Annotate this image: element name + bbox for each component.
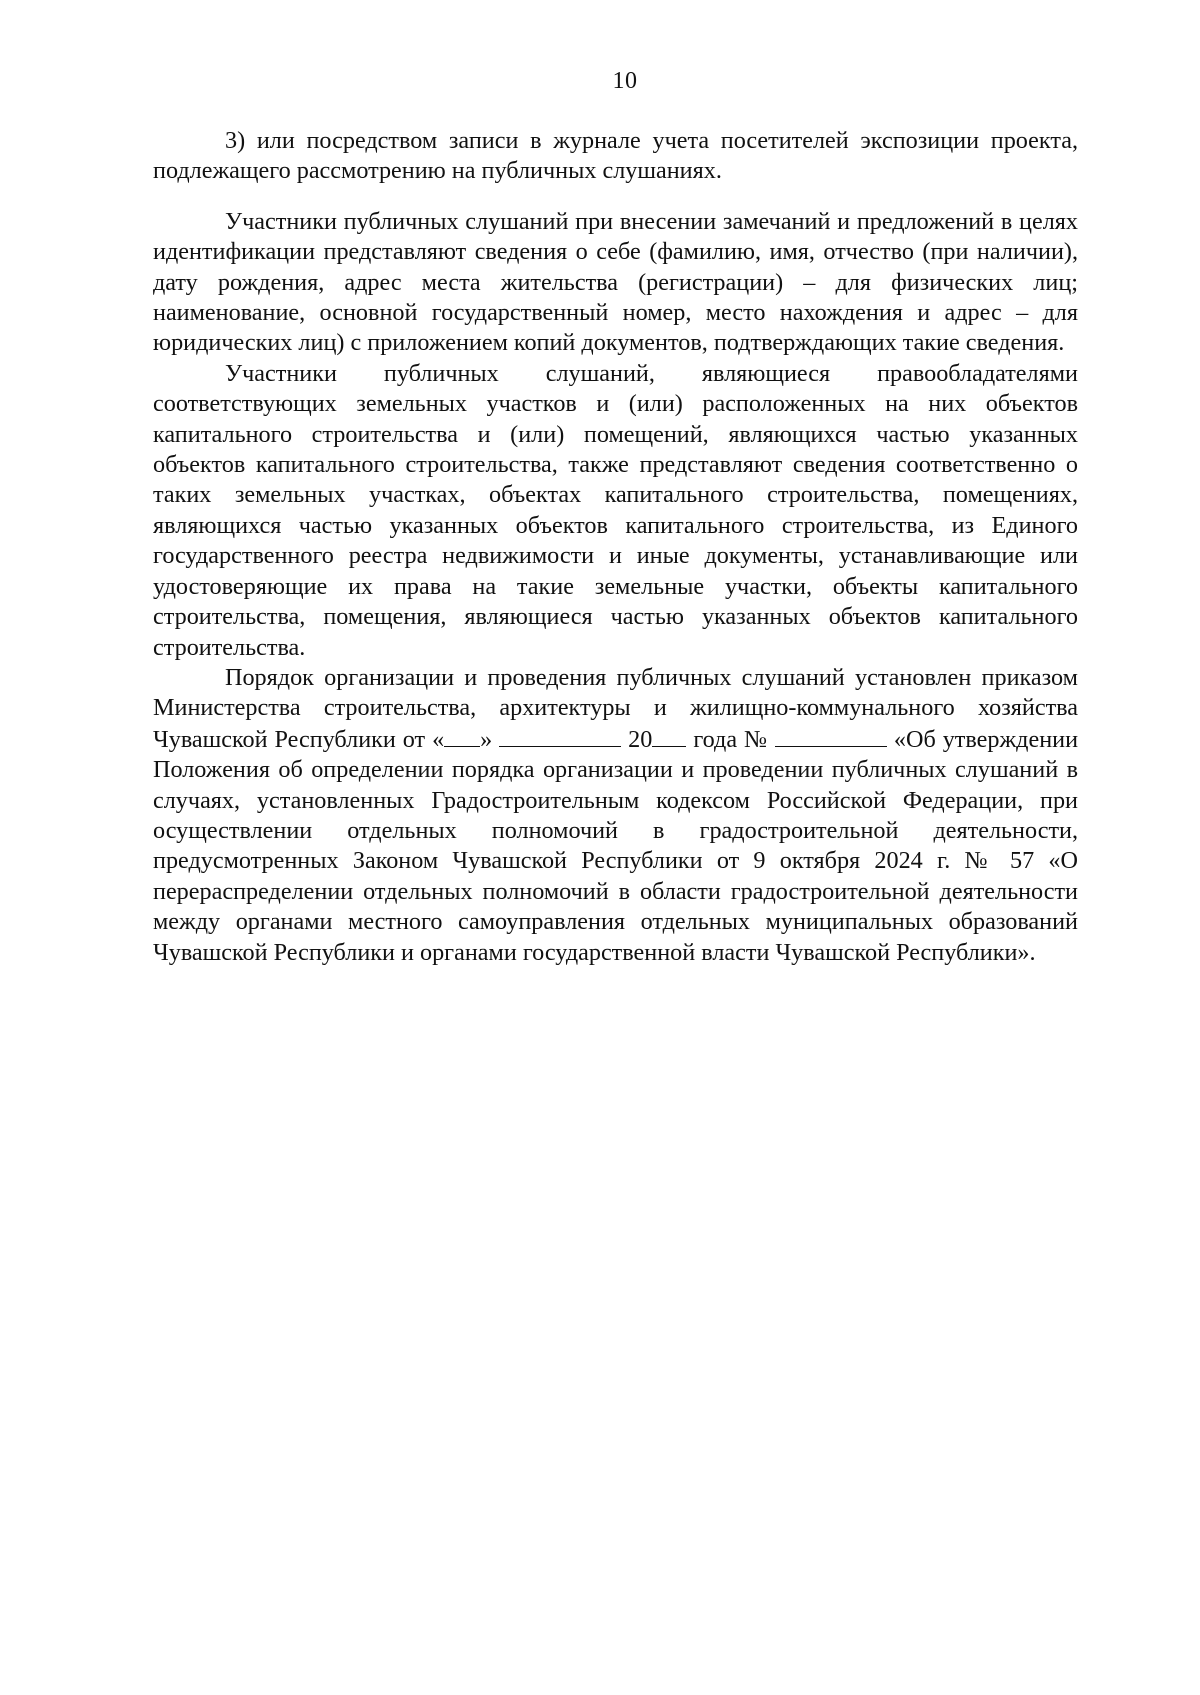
- order-day-blank: [444, 724, 480, 747]
- paragraph-item-3: 3) или посредством записи в журнале учета посетителей экспозиции проекта, подлежащего рассмотрению на публичных слушаниях.: [153, 127, 1078, 185]
- paragraph-participants-rightholders: Участники публичных слушаний, являющиеся правообладателями соответствующих земельных участков и (или) расположенных на них объектов капитального строительства и (или) помещений, являющихся частью указанных объектов капитального строительства, также представляют сведения соответственно о таких земельных участках, объектах капитального строительства, помещениях, являющихся частью указанных объектов капитального строительства, из Единого государственного реестра недвижимости и иные документы, устанавливающие или удостоверяющие их права на такие земельные участки, объекты капитального строительства, помещения, являющиеся частью указанных объектов капитального строительства.: [153, 359, 1078, 661]
- page-number: 10: [612, 68, 638, 94]
- order-number-blank: [775, 724, 887, 747]
- order-year-blank: [652, 724, 686, 747]
- paragraph-procedure-order: [153, 663, 1078, 968]
- document-body: [153, 126, 1078, 968]
- order-year-prefix: 20: [628, 725, 653, 753]
- order-month-blank: [499, 724, 621, 747]
- order-number-label: года №: [693, 725, 768, 753]
- paragraph-participants-identification: Участники публичных слушаний при внесении замечаний и предложений в целях идентификации представляют сведения о себе (фамилию, имя, отчество (при наличии), дату рождения, адрес места жительства (регистрации) – для физических лиц; наименование, основной государственный номер, место нахождения и адрес – для юридических лиц) с приложением копий документов, подтверждающих такие сведения.: [153, 207, 1078, 357]
- order-text-after: «Об утверждении Положения об определении порядка организации и проведении публичных слушаний в случаях, установленных Градостроительным кодексом Российской Федерации, при осуществлении отдельных полномочий в градостроительной деятельности, предусмотренных Законом Чувашской Республики от 9 октября 2024 г. № 57 «О перераспределении отдельных полномочий в области градостроительной деятельности между органами местного самоуправления отдельных муниципальных образований Чувашской Республики и органами государственной власти Чувашской Республики».: [153, 725, 1079, 966]
- order-text-before: Порядок организации и проведения публичных слушаний установлен приказом Министерства строительства, архитектуры и жилищно-коммунального хозяйства Чувашской Республики от «: [153, 663, 1078, 753]
- order-text-quote-close: »: [480, 725, 493, 753]
